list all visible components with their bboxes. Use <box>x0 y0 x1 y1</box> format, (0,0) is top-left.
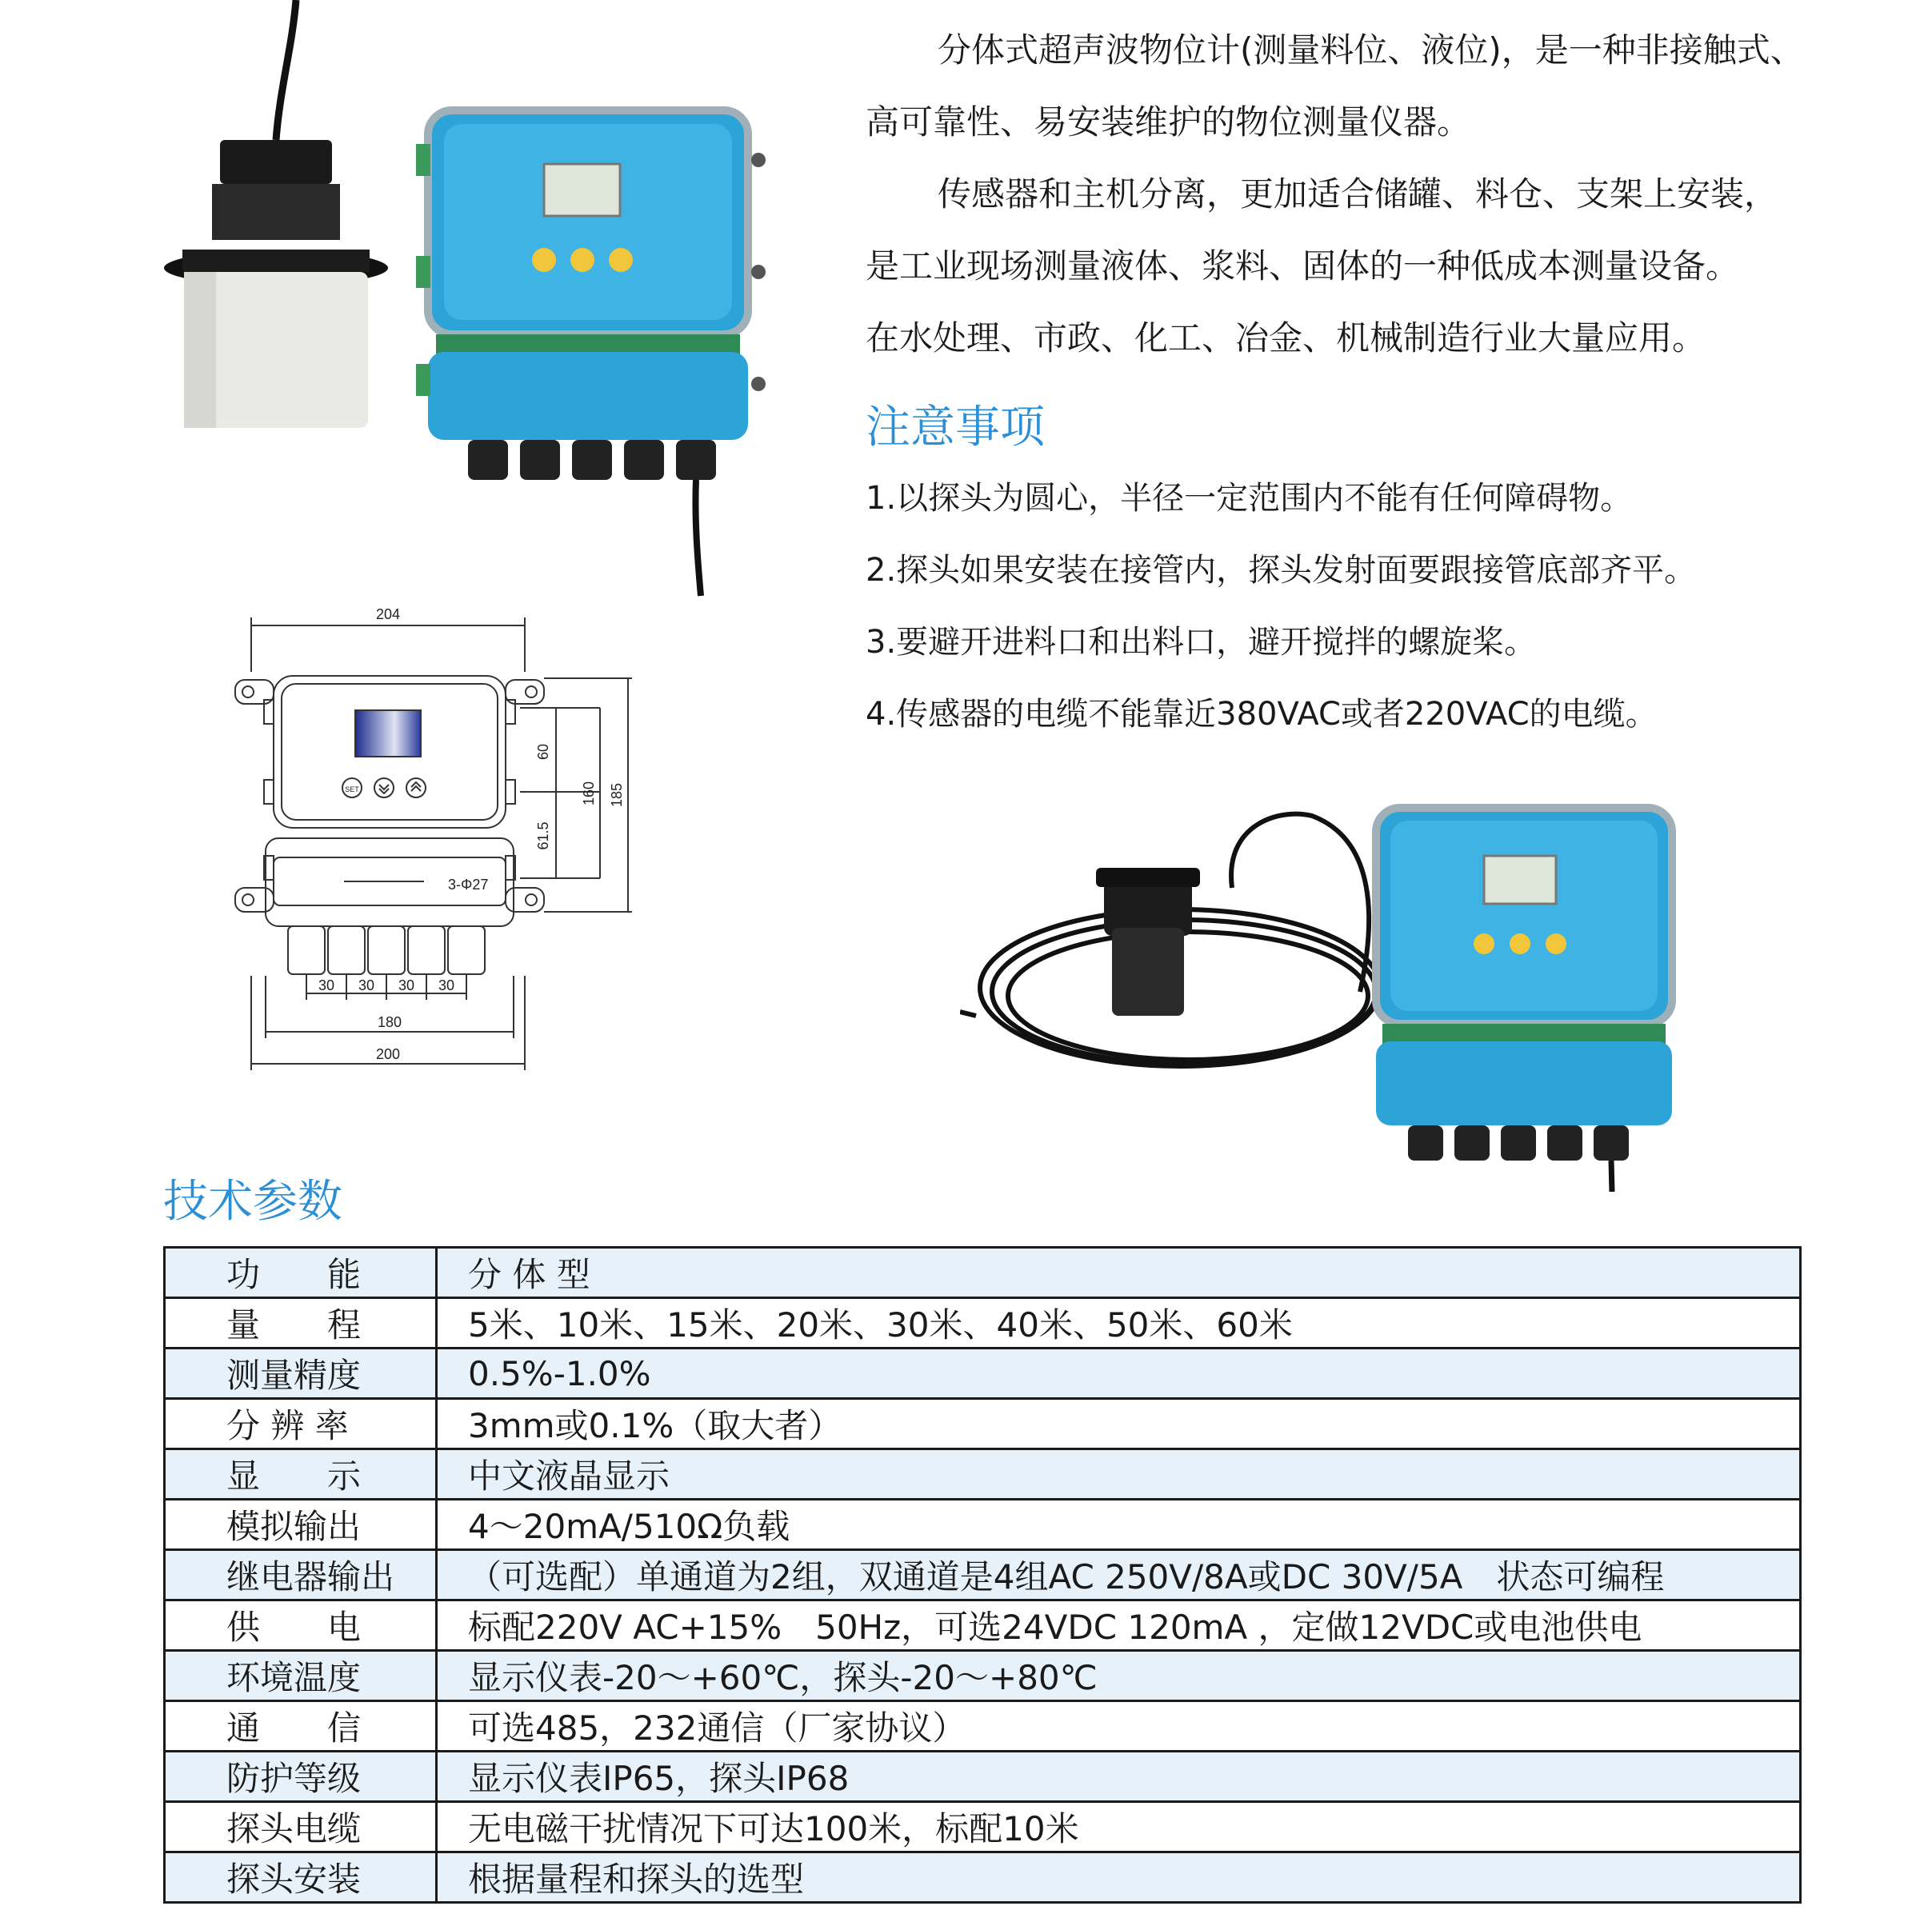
spec-table <box>163 1246 1802 1904</box>
table-row <box>165 1701 1801 1752</box>
intro-p1-line2: 高可靠性、易安装维护的物位测量仪器。 <box>866 102 1471 142</box>
table-row <box>165 1752 1801 1802</box>
specs-title: 技术参数 <box>163 1176 342 1228</box>
spec-value: 可选485，232通信（厂家协议） <box>437 1701 1801 1752</box>
table-row <box>165 1802 1801 1852</box>
spec-label: 功 能 <box>165 1248 437 1298</box>
intro-text <box>866 14 1906 374</box>
dim-61-5: 61.5 <box>535 821 551 850</box>
product-photo-coiled-probe <box>960 792 1720 1192</box>
dim-204: 204 <box>375 606 401 622</box>
spec-label: 探头电缆 <box>165 1802 437 1852</box>
note-item: 3.要避开进料口和出料口，避开搅拌的螺旋桨。 <box>866 624 1537 661</box>
spec-value: 无电磁干扰情况下可达100米，标配10米 <box>437 1802 1801 1852</box>
table-row <box>165 1600 1801 1651</box>
table-row <box>165 1449 1801 1500</box>
product-photo-probe-and-transmitter <box>160 0 800 600</box>
spec-label: 显 示 <box>165 1449 437 1500</box>
pitch-dim: 30 <box>318 977 335 993</box>
note-item: 2.探头如果安装在接管内，探头发射面要跟接管底部齐平。 <box>866 552 1697 589</box>
spec-label: 环境温度 <box>165 1651 437 1701</box>
note-item: 4.传感器的电缆不能靠近380VAC或者220VAC的电缆。 <box>866 696 1658 733</box>
spec-value: 4～20mA/510Ω负载 <box>437 1500 1801 1550</box>
table-row <box>165 1349 1801 1399</box>
spec-label: 测量精度 <box>165 1349 437 1399</box>
dim-160: 160 <box>581 781 597 806</box>
table-row <box>165 1651 1801 1701</box>
dim-185: 185 <box>609 782 625 808</box>
table-row <box>165 1550 1801 1600</box>
spec-value: 分 体 型 <box>437 1248 1801 1298</box>
spec-label: 继电器输出 <box>165 1550 437 1600</box>
table-row <box>165 1399 1801 1449</box>
spec-value: 中文液晶显示 <box>437 1449 1801 1500</box>
probe-black-icon <box>1096 868 1200 1016</box>
pitch-dim: 30 <box>438 977 455 993</box>
hole-label: 3-Φ27 <box>448 877 489 893</box>
intro-p1-line1: 分体式超声波物位计(测量料位、液位)，是一种非接触式、 <box>938 30 1804 70</box>
notes-title: 注意事项 <box>866 402 1045 454</box>
table-row <box>165 1852 1801 1903</box>
dim-60: 60 <box>535 743 551 761</box>
dim-200: 200 <box>375 1046 401 1062</box>
spec-label: 量 程 <box>165 1298 437 1349</box>
table-row <box>165 1500 1801 1550</box>
spec-value: 3mm或0.1%（取大者） <box>437 1399 1801 1449</box>
table-row <box>165 1248 1801 1298</box>
spec-label: 供 电 <box>165 1600 437 1651</box>
transmitter-unit-icon <box>1376 808 1672 1192</box>
spec-label: 模拟输出 <box>165 1500 437 1550</box>
spec-label: 防护等级 <box>165 1752 437 1802</box>
intro-p2-line3: 在水处理、市政、化工、冶金、机械制造行业大量应用。 <box>866 318 1706 358</box>
spec-value: 显示仪表IP65，探头IP68 <box>437 1752 1801 1802</box>
intro-p2-line1: 传感器和主机分离，更加适合储罐、料仓、支架上安装， <box>938 174 1778 214</box>
pitch-dim: 30 <box>358 977 375 993</box>
dim-180: 180 <box>377 1014 402 1030</box>
spec-label: 分 辨 率 <box>165 1399 437 1449</box>
spec-value: 标配220V AC+15% 50Hz，可选24VDC 120mA ，定做12VDC或电池供电 <box>437 1600 1801 1651</box>
notes-list <box>866 462 1906 750</box>
spec-label: 探头安装 <box>165 1852 437 1903</box>
spec-value: （可选配）单通道为2组，双通道是4组AC 250V/8A或DC 30V/5A 状态可编程 <box>437 1550 1801 1600</box>
pitch-dim: 30 <box>398 977 415 993</box>
spec-value: 5米、10米、15米、20米、30米、40米、50米、60米 <box>437 1298 1801 1349</box>
ultrasonic-probe-icon <box>164 140 388 428</box>
intro-p2-line2: 是工业现场测量液体、浆料、固体的一种低成本测量设备。 <box>866 246 1740 286</box>
spec-value: 显示仪表-20～+60℃，探头-20～+80℃ <box>437 1651 1801 1701</box>
spec-value: 根据量程和探头的选型 <box>437 1852 1801 1903</box>
spec-value: 0.5%-1.0% <box>437 1349 1801 1399</box>
note-item: 1.以探头为圆心，半径一定范围内不能有任何障碍物。 <box>866 480 1633 517</box>
transmitter-unit-icon <box>416 110 766 596</box>
spec-label: 通 信 <box>165 1701 437 1752</box>
set-button-label: SET <box>345 785 359 793</box>
dimension-drawing <box>224 600 672 1080</box>
table-row <box>165 1298 1801 1349</box>
